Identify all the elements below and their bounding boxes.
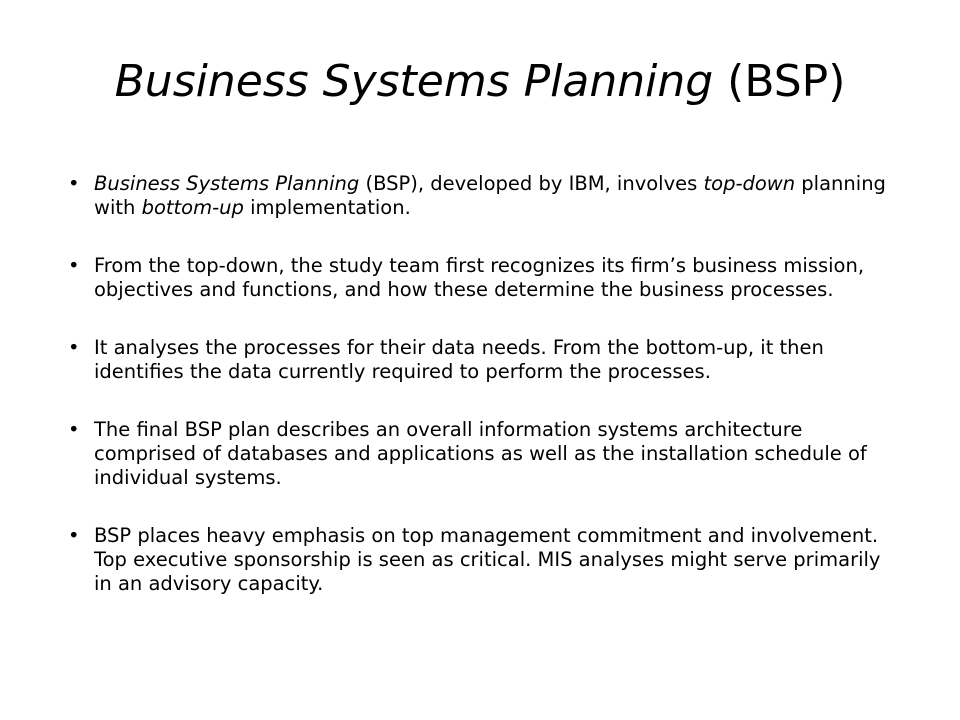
- bullet-item: [68, 172, 888, 220]
- slide-title-italic: Business Systems Planning: [114, 56, 714, 107]
- bullet-list: [68, 172, 888, 596]
- bullet-text: [94, 418, 867, 489]
- bullet-item: [68, 254, 888, 302]
- slide-title: [0, 56, 960, 109]
- bullet-text: [94, 524, 880, 595]
- bullet-segment: planning with: [94, 172, 886, 219]
- bullet-segment: bottom-up: [141, 196, 244, 219]
- bullet-text: [94, 336, 824, 383]
- bullet-item: [68, 524, 888, 596]
- bullet-segment: From the top-down, the study team first recognizes its firm’s business mission, objectives and functions, and how these determine the business processes.: [94, 254, 865, 301]
- bullet-segment: BSP places heavy emphasis on top management commitment and involvement. Top executive sponsorship is seen as critical. MIS analyses might serve primarily in an advisory capacity.: [94, 524, 881, 595]
- bullet-text: [94, 254, 864, 301]
- bullet-glyph: •: [68, 336, 80, 359]
- bullet-glyph: •: [68, 418, 80, 441]
- bullet-segment: Business Systems Planning: [94, 172, 360, 195]
- slide-title-rest: (BSP): [713, 56, 846, 107]
- bullet-glyph: •: [68, 254, 80, 277]
- bullet-glyph: •: [68, 524, 80, 547]
- bullet-item: [68, 418, 888, 490]
- bullet-segment: It analyses the processes for their data needs. From the bottom-up, it then identifies the data currently required to perform the processes.: [94, 336, 824, 383]
- bullet-segment: implementation.: [243, 196, 411, 219]
- bullet-segment: The final BSP plan describes an overall information systems architecture comprised of databases and applications as well as the installation schedule of individual systems.: [94, 418, 867, 489]
- bullet-text: [94, 172, 886, 219]
- bullet-glyph: •: [68, 172, 80, 195]
- bullet-segment: (BSP), developed by IBM, involves: [359, 172, 704, 195]
- bullet-segment: top-down: [703, 172, 796, 195]
- bullet-item: [68, 336, 888, 384]
